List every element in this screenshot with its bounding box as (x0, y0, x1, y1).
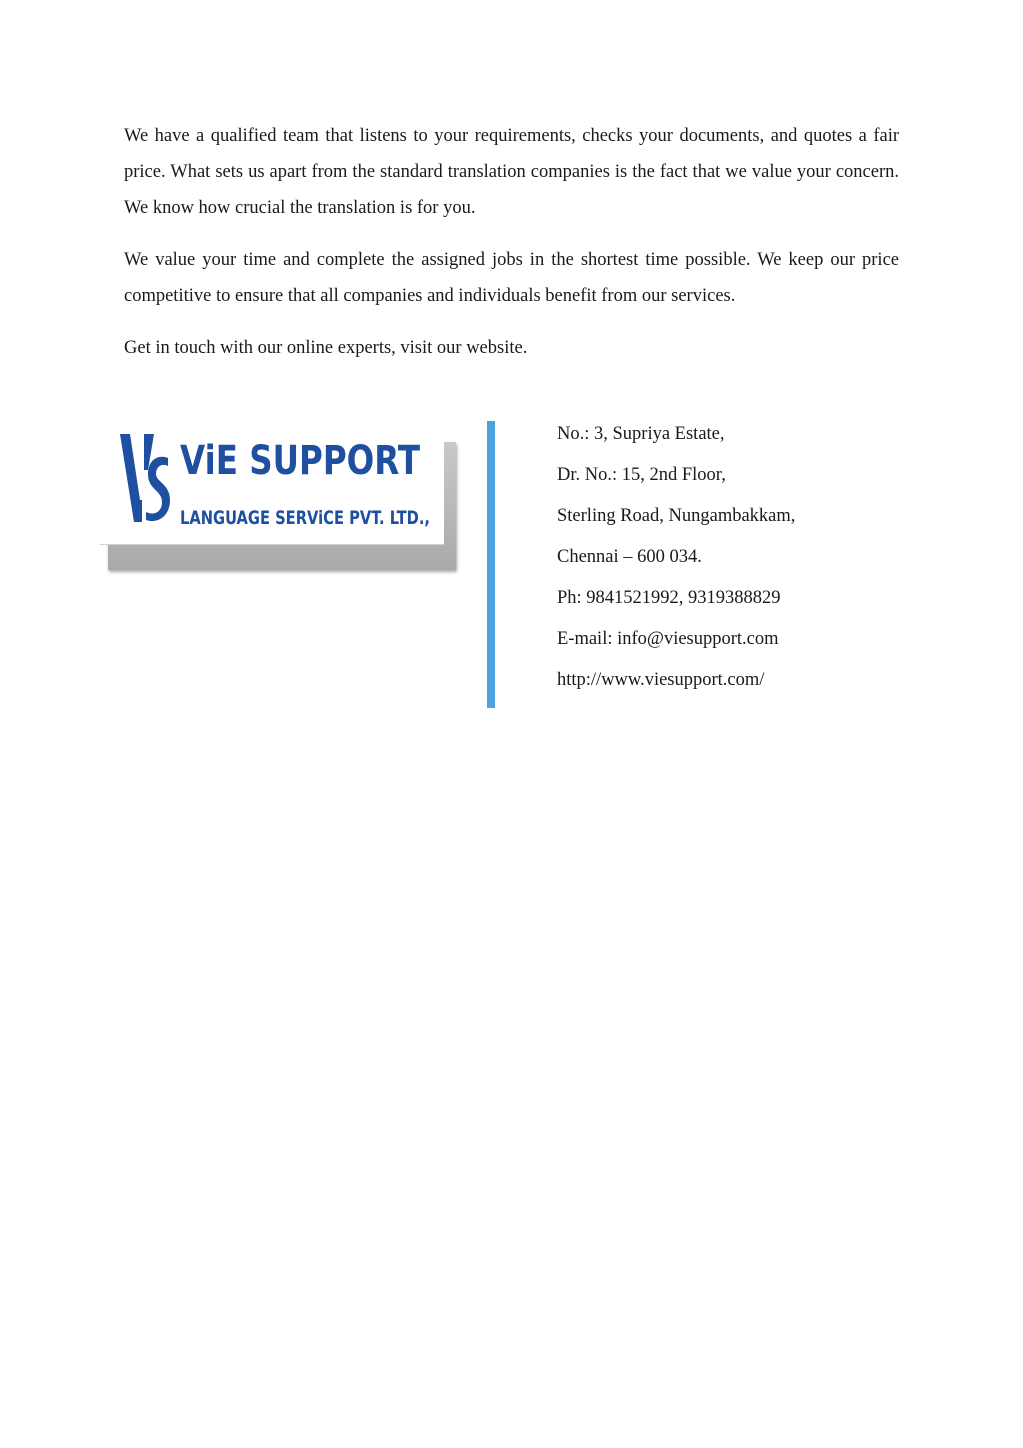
email-address[interactable]: E-mail: info@viesupport.com (557, 629, 779, 649)
paragraph-team: We have a qualified team that listens to your requirements, checks your documents, and quotes a fair price. What sets us apart from the standard translation companies is the fact that we value your concern. We know how crucial the translation is for you. (124, 126, 899, 218)
phone-numbers: Ph: 9841521992, 9319388829 (557, 588, 781, 608)
website-link[interactable]: http://www.viesupport.com/ (557, 670, 765, 690)
address-line-1: No.: 3, Supriya Estate, (557, 424, 725, 444)
logo-card (100, 420, 444, 545)
logo-graphic (118, 430, 438, 534)
contact-address (557, 418, 977, 705)
logo-monogram (120, 434, 170, 522)
address-line-3: Sterling Road, Nungambakkam, (557, 506, 796, 526)
logo-tagline: LANGUAGE SERViCE PVT. LTD., (180, 507, 430, 529)
logo-name: ViE SUPPORT (180, 438, 421, 484)
paragraph-time: We value your time and complete the assigned jobs in the shortest time possible. We keep our price competitive to ensure that all companies and individuals benefit from our services. (124, 250, 899, 306)
address-line-2: Dr. No.: 15, 2nd Floor, (557, 465, 726, 485)
vertical-divider (487, 421, 495, 708)
body-text (124, 118, 899, 382)
address-line-4: Chennai – 600 034. (557, 547, 702, 567)
company-logo (100, 420, 458, 572)
paragraph-contact: Get in touch with our online experts, visit our website. (124, 338, 528, 358)
